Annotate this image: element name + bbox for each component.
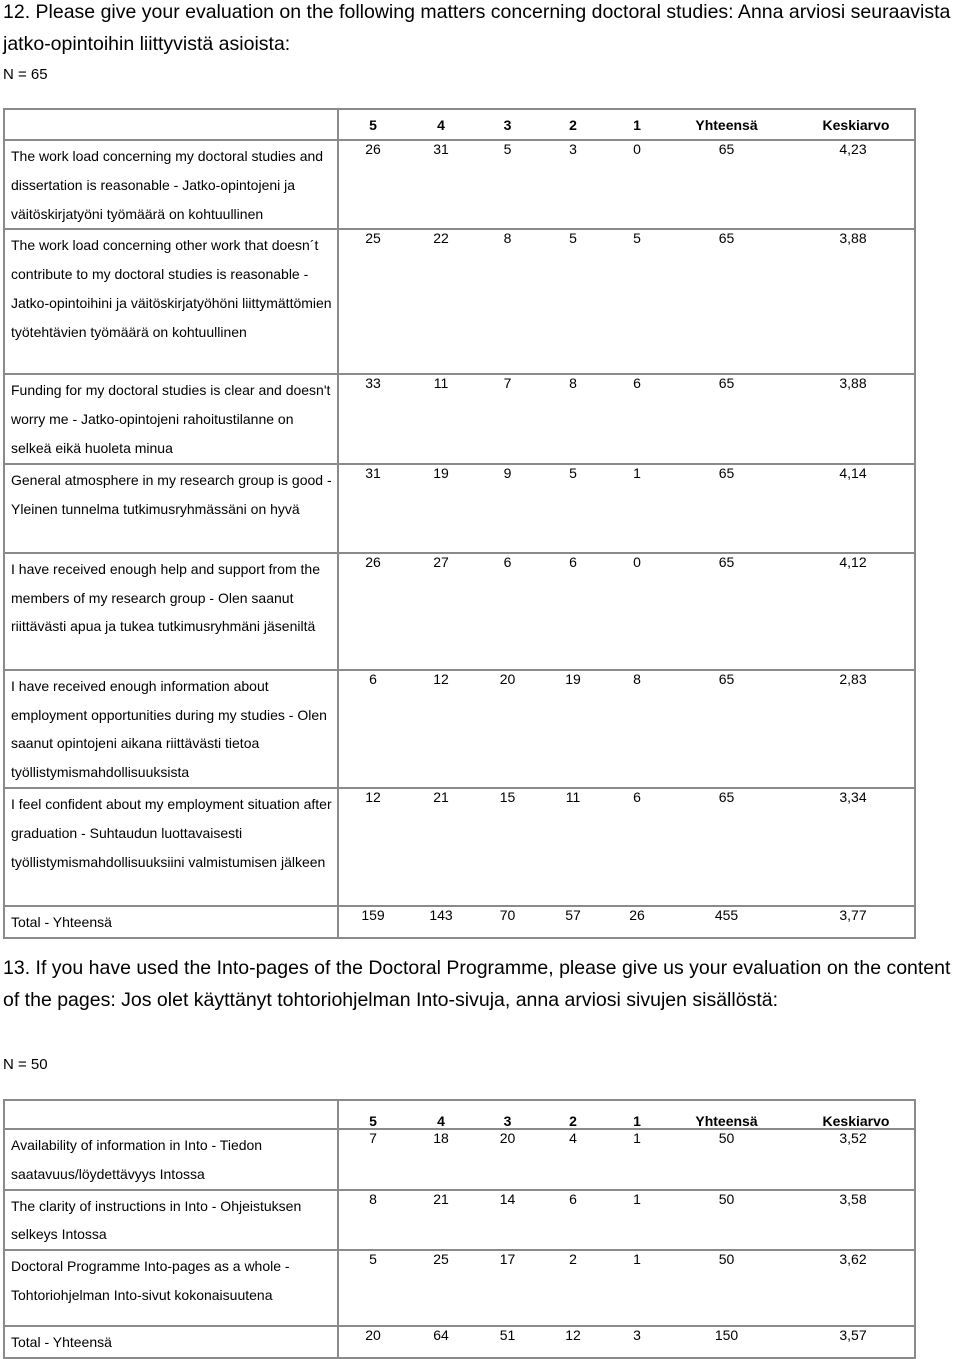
value-4: 27 <box>433 553 449 570</box>
row-label: Doctoral Programme Into-pages as a whole - Tohtoriohjelman Into-sivut kokonaisuutena <box>4 1250 338 1326</box>
value-2: 6 <box>569 553 577 570</box>
value-mean: 3,77 <box>839 906 867 923</box>
value-mean: 3,62 <box>839 1251 867 1268</box>
value-3: 51 <box>499 1327 516 1344</box>
value-3: 14 <box>499 1190 516 1207</box>
value-5: 159 <box>361 906 385 923</box>
value-mean: 4,12 <box>839 553 867 570</box>
header-empty-cell <box>4 109 338 140</box>
value-total: 65 <box>718 464 735 481</box>
value-mean: 3,88 <box>839 230 867 247</box>
row-values <box>338 229 915 374</box>
value-total: 65 <box>718 141 735 157</box>
value-2: 4 <box>569 1130 577 1146</box>
value-4: 21 <box>433 788 449 805</box>
header-mean: Keskiarvo <box>822 116 890 133</box>
header-5: 5 <box>369 116 377 133</box>
row-label: The work load concerning my doctoral studies and dissertation is reasonable - Jatko-opintojeni ja väitöskirjatyöni työmäärä on kohtuullinen <box>4 140 338 229</box>
value-total: 455 <box>714 906 739 923</box>
row-values <box>338 788 915 906</box>
value-1: 3 <box>633 1327 641 1344</box>
value-2: 8 <box>569 375 577 392</box>
value-2: 57 <box>565 906 581 923</box>
value-4: 12 <box>433 670 449 687</box>
header-5: 5 <box>369 1112 377 1129</box>
value-2: 12 <box>565 1327 581 1344</box>
value-total: 65 <box>718 788 735 805</box>
table-row <box>4 670 915 788</box>
total-label: Total - Yhteensä <box>4 1326 338 1358</box>
header-4: 4 <box>437 1112 445 1129</box>
value-2: 19 <box>565 670 581 687</box>
value-1: 6 <box>633 788 641 805</box>
value-1: 0 <box>633 141 641 157</box>
value-1: 6 <box>633 375 641 392</box>
value-2: 5 <box>569 464 577 481</box>
value-3: 8 <box>503 230 512 247</box>
row-values <box>338 670 915 788</box>
row-label: The work load concerning other work that doesn´t contribute to my doctoral studies is reasonable - Jatko-opintoihini ja väitöskirjatyöhöni liittymättömien työtehtävien työmäärä on kohtuullinen <box>4 229 338 374</box>
header-1: 1 <box>633 1112 641 1129</box>
table-total-row <box>4 1326 915 1358</box>
value-1: 1 <box>633 1130 641 1146</box>
header-values <box>338 1100 915 1129</box>
row-values <box>338 464 915 553</box>
question-12-n: N = 65 <box>3 66 48 83</box>
value-5: 26 <box>365 141 381 157</box>
row-values <box>338 906 915 938</box>
row-label: Funding for my doctoral studies is clear and doesn't worry me - Jatko-opintojeni rahoitustilanne on selkeä eikä huoleta minua <box>4 374 338 463</box>
header-empty-cell <box>4 1100 338 1129</box>
value-mean: 3,88 <box>839 375 867 392</box>
value-1: 1 <box>633 1251 641 1268</box>
table-row <box>4 140 915 229</box>
value-3: 20 <box>499 1130 516 1146</box>
question-13-n: N = 50 <box>3 1056 48 1073</box>
row-label: General atmosphere in my research group is good - Yleinen tunnelma tutkimusryhmässäni on hyvä <box>4 464 338 553</box>
value-5: 5 <box>369 1251 377 1268</box>
total-label: Total - Yhteensä <box>4 906 338 938</box>
question-12-table <box>3 108 916 939</box>
value-total: 50 <box>718 1251 735 1268</box>
header-total: Yhteensä <box>695 1112 758 1129</box>
table-row <box>4 1129 915 1190</box>
value-total: 65 <box>718 670 735 687</box>
row-label: Availability of information in Into - Tiedon saatavuus/löydettävyys Intossa <box>4 1129 338 1190</box>
value-5: 20 <box>365 1327 381 1344</box>
question-13-table <box>3 1099 916 1359</box>
value-5: 31 <box>365 464 381 481</box>
value-total: 150 <box>714 1327 739 1344</box>
row-values <box>338 374 915 463</box>
value-5: 7 <box>369 1130 377 1146</box>
header-1: 1 <box>633 116 641 133</box>
value-total: 65 <box>718 375 735 392</box>
header-3: 3 <box>503 116 512 133</box>
row-values <box>338 1190 915 1251</box>
value-total: 65 <box>718 553 735 570</box>
header-2: 2 <box>569 116 577 133</box>
table-row <box>4 788 915 906</box>
value-1: 0 <box>633 553 641 570</box>
value-4: 143 <box>429 906 453 923</box>
row-label: I feel confident about my employment situation after graduation - Suhtaudun luottavaisesti työllistymismahdollisuuksiini valmistumisen jälkeen <box>4 788 338 906</box>
row-values <box>338 140 915 229</box>
value-4: 18 <box>433 1130 449 1146</box>
value-4: 22 <box>433 230 449 247</box>
value-mean: 3,34 <box>839 788 867 805</box>
value-1: 8 <box>633 670 641 687</box>
table-row <box>4 1190 915 1251</box>
value-3: 20 <box>499 670 516 687</box>
value-3: 7 <box>503 375 512 392</box>
value-3: 6 <box>503 553 512 570</box>
table-row <box>4 374 915 463</box>
value-1: 1 <box>633 1190 641 1207</box>
row-label: I have received enough help and support from the members of my research group - Olen saanut riittävästi apua ja tukea tutkimusryhmäni jäseniltä <box>4 553 338 670</box>
value-mean: 2,83 <box>839 670 867 687</box>
value-4: 11 <box>433 375 449 392</box>
row-values <box>338 1326 915 1358</box>
value-5: 25 <box>365 230 381 247</box>
value-3: 70 <box>499 906 516 923</box>
row-label: The clarity of instructions in Into - Ohjeistuksen selkeys Intossa <box>4 1190 338 1251</box>
question-12-title: 12. Please give your evaluation on the following matters concerning doctoral studies: Anna arviosi seuraavista jatko-opintoihin liittyvistä asioista: <box>3 1 951 55</box>
value-3: 5 <box>503 141 512 157</box>
header-total: Yhteensä <box>695 116 758 133</box>
value-1: 5 <box>633 230 641 247</box>
value-mean: 3,57 <box>839 1327 867 1344</box>
table-row <box>4 229 915 374</box>
value-total: 50 <box>718 1190 735 1207</box>
value-1: 1 <box>633 464 641 481</box>
value-2: 6 <box>569 1190 577 1207</box>
value-mean: 3,52 <box>839 1130 867 1146</box>
row-values <box>338 1250 915 1326</box>
value-4: 64 <box>433 1327 449 1344</box>
table-header-row <box>4 1100 915 1129</box>
header-4: 4 <box>437 116 445 133</box>
table-row <box>4 464 915 553</box>
value-4: 21 <box>433 1190 449 1207</box>
question-13-title: 13. If you have used the Into-pages of the Doctoral Programme, please give us your evaluation on the content of the pages: Jos olet käyttänyt tohtoriohjelman Into-sivuja, anna arviosi sivujen sisällöstä: <box>3 957 951 1011</box>
value-1: 26 <box>629 906 645 923</box>
value-3: 9 <box>503 464 512 481</box>
value-mean: 3,58 <box>839 1190 867 1207</box>
row-label: I have received enough information about employment opportunities during my studies - Olen saanut opintojeni aikana riittävästi tietoa työllistymismahdollisuuksista <box>4 670 338 788</box>
header-values <box>338 109 915 140</box>
value-2: 2 <box>569 1251 577 1268</box>
header-2: 2 <box>569 1112 577 1129</box>
header-mean: Keskiarvo <box>822 1112 890 1129</box>
value-mean: 4,14 <box>839 464 867 481</box>
table-header-row <box>4 109 915 140</box>
value-5: 26 <box>365 553 381 570</box>
value-2: 11 <box>565 788 581 805</box>
value-total: 50 <box>718 1130 735 1146</box>
value-5: 12 <box>365 788 381 805</box>
value-total: 65 <box>718 230 735 247</box>
value-5: 33 <box>365 375 381 392</box>
row-values <box>338 1129 915 1190</box>
value-3: 15 <box>499 788 516 805</box>
table-row <box>4 1250 915 1326</box>
value-2: 3 <box>569 141 577 157</box>
value-5: 8 <box>369 1190 377 1207</box>
value-5: 6 <box>369 670 377 687</box>
table-row <box>4 553 915 670</box>
value-2: 5 <box>569 230 577 247</box>
value-3: 17 <box>499 1251 516 1268</box>
table-total-row <box>4 906 915 938</box>
header-3: 3 <box>503 1112 512 1129</box>
value-4: 19 <box>433 464 449 481</box>
value-4: 25 <box>433 1251 449 1268</box>
row-values <box>338 553 915 670</box>
value-mean: 4,23 <box>839 141 867 157</box>
value-4: 31 <box>433 141 449 157</box>
